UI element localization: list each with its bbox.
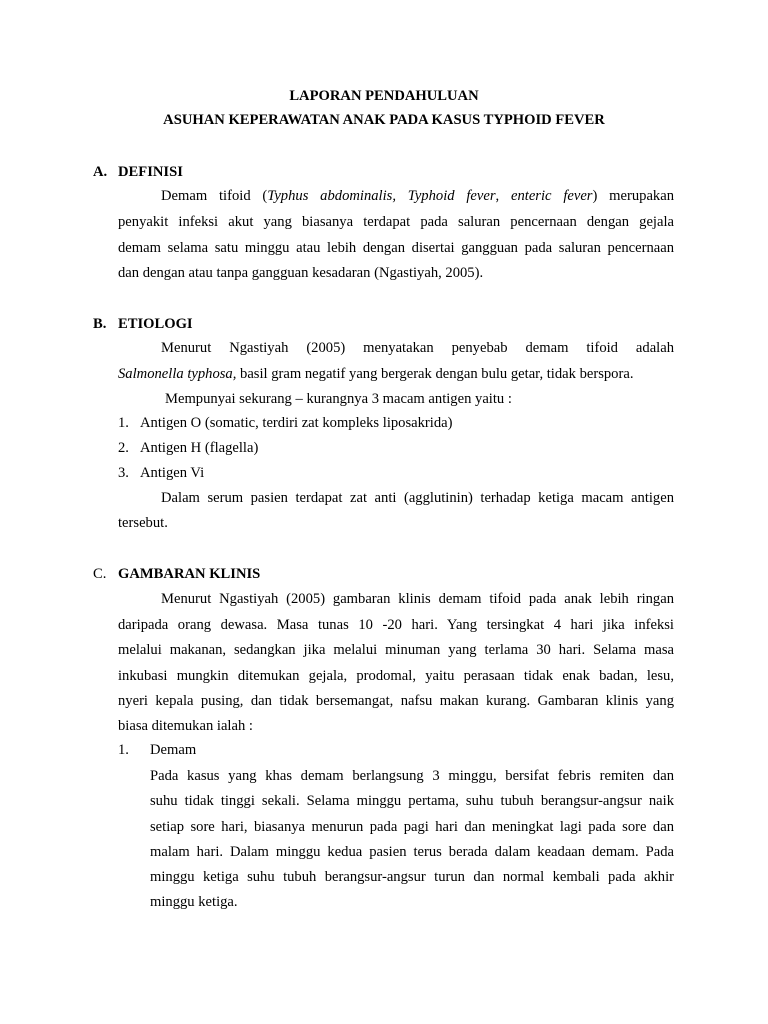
section-b-item-1-num: 1. bbox=[118, 415, 129, 431]
demam-line-1: Pada kasus yang khas demam berlangsung 3 minggu, bersifat febris remiten dan bbox=[150, 768, 674, 784]
section-b-item-1-text: Antigen O (somatic, terdiri zat kompleks liposakrida) bbox=[140, 415, 453, 431]
section-a-letter: A. bbox=[93, 164, 108, 180]
demam-line-5: minggu ketiga suhu tubuh berangsur-angsur turun dan normal kembali pada akhir bbox=[150, 869, 674, 885]
section-c-line-1: Menurut Ngastiyah (2005) gambaran klinis demam tifoid pada anak lebih ringan bbox=[161, 591, 674, 607]
section-c-line-3: melalui makanan, sedangkan jika melalui minuman yang terlama 30 hari. Selama masa bbox=[118, 642, 674, 658]
section-c-line-5: nyeri kepala pusing, dan tidak bersemangat, nafsu makan kurang. Gambaran klinis yang bbox=[118, 693, 674, 709]
report-subtitle: ASUHAN KEPERAWATAN ANAK PADA KASUS TYPHOID FEVER bbox=[163, 112, 605, 128]
section-a-line-3: demam selama satu minggu atau lebih dengan disertai gangguan pada saluran pencernaan bbox=[118, 240, 674, 256]
section-b-letter: B. bbox=[93, 316, 107, 332]
demam-line-6: minggu ketiga. bbox=[150, 894, 238, 910]
section-a-line-4: dan dengan atau tanpa gangguan kesadaran (Ngastiyah, 2005). bbox=[118, 265, 484, 281]
section-c-line-6: biasa ditemukan ialah : bbox=[118, 718, 253, 734]
section-c-item-1-num: 1. bbox=[118, 742, 129, 758]
section-b-item-3-num: 3. bbox=[118, 465, 129, 481]
demam-line-2: suhu tidak tinggi sekali. Selama minggu pertama, suhu tubuh berangsur-angsur naik bbox=[150, 793, 674, 809]
section-c-line-2: daripada orang dewasa. Masa tunas 10 -20 hari. Yang tersingkat 4 hari jika infeksi bbox=[118, 617, 674, 633]
section-a-line-1: Demam tifoid (Typhus abdominalis, Typhoid fever, enteric fever) merupakan bbox=[161, 188, 674, 204]
section-b-line-3: Mempunyai sekurang – kurangnya 3 macam antigen yaitu : bbox=[165, 391, 512, 407]
section-b-item-2-text: Antigen H (flagella) bbox=[140, 440, 259, 456]
section-b-line-4: Dalam serum pasien terdapat zat anti (agglutinin) terhadap ketiga macam antigen bbox=[161, 490, 674, 506]
section-c-item-1-label: Demam bbox=[150, 742, 197, 758]
demam-line-4: malam hari. Dalam minggu kedua pasien terus berada dalam keadaan demam. Pada bbox=[150, 844, 674, 860]
section-a-line-2: penyakit infeksi akut yang biasanya terdapat pada saluran pencernaan dengan gejala bbox=[118, 214, 674, 230]
section-b-item-3-text: Antigen Vi bbox=[140, 465, 205, 481]
section-c-letter: C. bbox=[93, 566, 107, 582]
section-c-line-4: inkubasi mungkin ditemukan gejala, prodomal, yaitu perasaan tidak enak badan, lesu, bbox=[118, 668, 674, 684]
section-a-heading: DEFINISI bbox=[118, 164, 183, 180]
section-b-line-5: tersebut. bbox=[118, 515, 168, 531]
demam-line-3: setiap sore hari, biasanya menurun pada pagi hari dan meningkat lagi pada sore dan bbox=[150, 819, 674, 835]
section-b-line-2: Salmonella typhosa, basil gram negatif yang bergerak dengan bulu getar, tidak berspora. bbox=[118, 366, 634, 382]
section-b-line-1: Menurut Ngastiyah (2005) menyatakan penyebab demam tifoid adalah bbox=[161, 340, 674, 356]
section-b-heading: ETIOLOGI bbox=[118, 316, 193, 332]
section-c-heading: GAMBARAN KLINIS bbox=[118, 566, 261, 582]
report-title: LAPORAN PENDAHULUAN bbox=[289, 88, 479, 104]
section-b-item-2-num: 2. bbox=[118, 440, 129, 456]
